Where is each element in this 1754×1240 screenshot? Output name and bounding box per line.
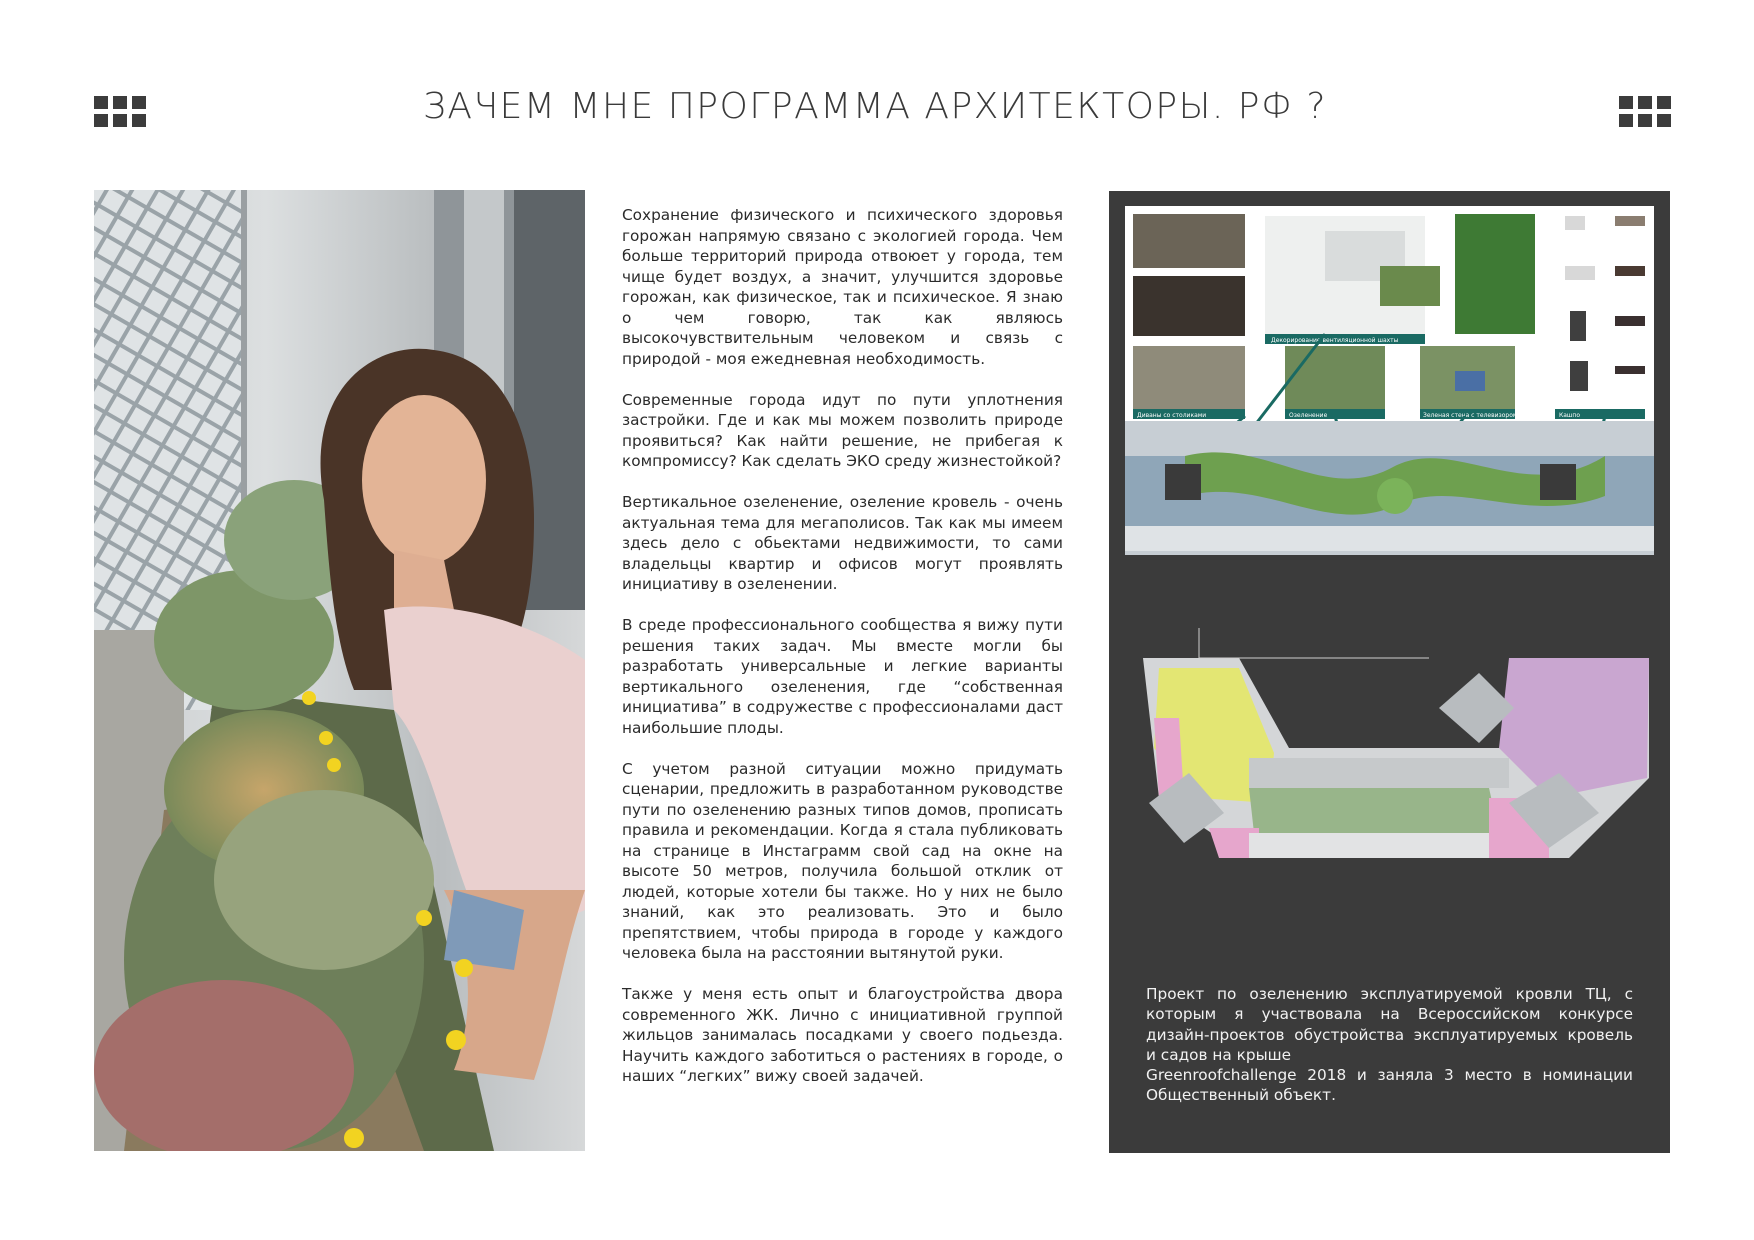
page-title: ЗАЧЕМ МНЕ ПРОГРАММА АРХИТЕКТОРЫ. РФ ? — [422, 86, 1328, 127]
collage-label: Диваны со столиками — [1137, 412, 1207, 419]
portrait-photo — [94, 190, 585, 1151]
collage-label: Кашпо — [1559, 412, 1581, 419]
article-text — [622, 205, 1063, 1107]
project-panel — [1109, 191, 1670, 1153]
paragraph: С учетом разной ситуации можно придумать сценарии, предложить в разработанном руководстве пути по озеленению разных типов домов, прописать правила и рекомендации. Когда я стала публиковать на странице в Инстаграмм свой сад на окне на высоте 50 метров, получила большой отклик от людей, которые хотели бы также. Но у них не было знаний, как это реализовать. Это и было препятствием, чтобы природа в городе у каждого человека была на расстоянии вытянутой руки. — [622, 759, 1063, 962]
logo-right-icon — [1619, 96, 1671, 127]
project-collage-image — [1125, 206, 1654, 555]
collage-label: Озеленение — [1289, 412, 1328, 419]
paragraph: Сохранение физического и психического здоровья горожан напрямую связано с экологией города. Чем больше территорий природа отвоюет у города, тем чище будет воздух, а значит, улучшится здоровье горожан, как физическое, так и психическое. Я знаю о чем говорю, так как являюсь высокочувствительным человеком и связь с природой - моя ежедневная необходимость. — [622, 206, 1063, 368]
paragraph: Современные города идут по пути уплотнения застройки. Где и как мы можем позволить природе проявиться? Как найти решение, не прибегая к компромиссу? Как сделать ЭКО среду жизнестойкой? — [622, 390, 1063, 470]
paragraph: Вертикальное озеленение, озеление кровель - очень актуальная тема для мегаполисов. Так как мы имеем здесь дело с обьектами недвижимости, то сами владельцы квартир и офисов могут проявлять инициативу в озеленении. — [622, 493, 1063, 593]
paragraph: Также у меня есть опыт и благоустройства двора современного ЖК. Лично с инициативной группой жильцов занималась посадками у своего подьезда. Научить каждого заботиться о растениях в городе, о наших “легких” вижу своей задачей. — [622, 985, 1063, 1085]
project-caption — [1146, 984, 1633, 1106]
logo-left-icon — [94, 96, 146, 127]
collage-label: Декорирование вентиляционной шахты — [1271, 337, 1399, 344]
roof-plan-image — [1129, 628, 1655, 873]
collage-label: Зеленая стена с телевизором — [1423, 412, 1518, 419]
caption-text-award: Greenroofchallenge 2018 и заняла 3 место в номинации Общественный объект. — [1146, 1066, 1633, 1105]
paragraph: В среде профессионального сообщества я вижу пути решения таких задач. Мы вместе могли бы разработать универсальные и легкие варианты вертикального озеленения, где “собственная инициатива” в содружестве с профессионалами даст наибольшие плоды. — [622, 616, 1063, 737]
caption-text: Проект по озеленению эксплуатируемой кровли ТЦ, с которым я участвовала на Всероссийском конкурсе дизайн-проектов обустройства эксплуатируемых кровель и садов на крыше — [1146, 985, 1633, 1064]
